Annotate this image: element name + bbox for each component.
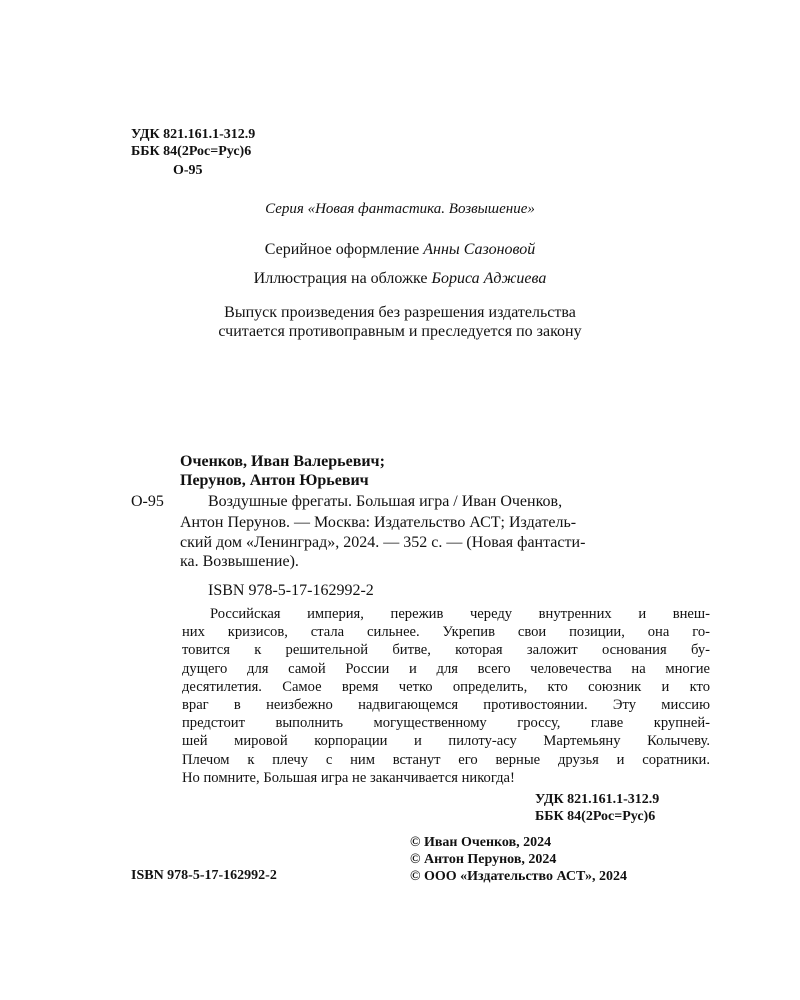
- design-credit-name: Анны Сазоновой: [423, 241, 536, 258]
- annotation: [182, 605, 710, 787]
- copyright-line-3: © ООО «Издательство АСТ», 2024: [410, 869, 628, 884]
- copyright-line-2: © Антон Перунов, 2024: [410, 852, 557, 867]
- bbk-code: ББК 84(2Рос=Рус)6: [131, 144, 252, 159]
- catalog-description-line-2: Антон Перунов. — Москва: Издательство АСТ; Издатель-: [180, 514, 577, 531]
- design-credit-prefix: Серийное оформление: [264, 241, 424, 258]
- author-mark: О-95: [173, 163, 203, 178]
- footer-isbn: ISBN 978-5-17-162992-2: [131, 868, 277, 883]
- warning-line-2: считается противоправным и преследуется по закону: [218, 323, 582, 340]
- series-line: Серия «Новая фантастика. Возвышение»: [265, 201, 535, 217]
- annotation-line: них кризисов, стала сильнее. Укрепив свои позиции, она го-: [182, 624, 710, 641]
- annotation-line: Плечом к плечу с ним встанут его верные друзья и соратники.: [182, 751, 710, 768]
- catalog-author-1: Оченков, Иван Валерьевич;: [180, 453, 385, 470]
- catalog-description-line-1: Воздушные фрегаты. Большая игра / Иван Оченков,: [208, 493, 563, 510]
- annotation-line: Российская империя, пережив череду внутренних и внеш-: [210, 606, 710, 622]
- catalog-description-line-4: ка. Возвышение).: [180, 553, 299, 570]
- catalog-isbn: ISBN 978-5-17-162992-2: [208, 582, 374, 599]
- catalog-author-2: Перунов, Антон Юрьевич: [180, 472, 369, 489]
- warning-line-1: Выпуск произведения без разрешения издательства: [224, 304, 576, 321]
- illustration-credit: [0, 270, 800, 288]
- illustration-credit-prefix: Иллюстрация на обложке: [253, 270, 432, 287]
- annotation-line: товится к решительной битве, которая заложит основания бу-: [182, 642, 710, 659]
- catalog-description-line-3: ский дом «Ленинград», 2024. — 352 с. — (Новая фантасти-: [180, 534, 586, 551]
- annotation-line: Но помните, Большая игра не заканчивается никогда!: [182, 769, 515, 786]
- udk-code: УДК 821.161.1-312.9: [131, 127, 256, 142]
- catalog-udk: УДК 821.161.1-312.9: [535, 792, 660, 807]
- catalog-mark: О-95: [131, 493, 164, 510]
- annotation-line: предстоит выполнить могущественному гроссу, главе крупней-: [182, 715, 710, 732]
- illustration-credit-name: Бориса Аджиева: [431, 270, 547, 287]
- annotation-line: шей мировой корпорации и пилоту-асу Мартемьяну Колычеву.: [182, 733, 710, 750]
- annotation-line: враг в неизбежно надвигающемся противостоянии. Эту миссию: [182, 697, 710, 714]
- design-credit: [0, 241, 800, 259]
- annotation-line: десятилетия. Самое время четко определить, кто союзник и кто: [182, 678, 710, 695]
- annotation-line: дущего для самой России и для всего человечества на многие: [182, 660, 710, 677]
- catalog-bbk: ББК 84(2Рос=Рус)6: [535, 809, 656, 824]
- copyright-line-1: © Иван Оченков, 2024: [410, 835, 552, 850]
